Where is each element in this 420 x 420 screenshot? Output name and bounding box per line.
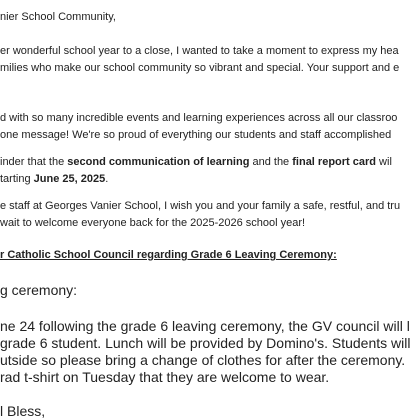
paragraph-report-line-1: [0, 156, 392, 169]
paragraph-wishes-line-1: e staff at Georges Vanier School, I wish you and your family a safe, restful, and tru: [0, 200, 401, 212]
report-date: June 25, 2025: [33, 173, 106, 185]
report-date-post: .: [105, 173, 109, 185]
report-text-pre: inder that the: [0, 156, 68, 168]
paragraph-report-line-2: [0, 173, 108, 186]
report-text-mid: and the: [249, 156, 293, 168]
letter-closing: l Bless,: [0, 403, 46, 419]
paragraph-ceremony-line-2: grade 6 student. Lunch will be provided by Domino's. Students will: [0, 335, 411, 351]
letter-greeting: nier School Community,: [0, 11, 116, 23]
ceremony-subheading: g ceremony:: [0, 282, 78, 298]
paragraph-events-line-2: one message! We're so proud of everything our students and staff accomplished: [0, 129, 392, 141]
report-text-communication: second communication of learning: [67, 156, 250, 168]
paragraph-events-line-1: d with so many incredible events and learning experiences across all our classroo: [0, 112, 398, 124]
report-text-post: wil: [376, 156, 392, 168]
paragraph-ceremony-line-4: rad t-shirt on Tuesday that they are welcome to wear.: [0, 369, 330, 385]
paragraph-ceremony-line-1: ne 24 following the grade 6 leaving ceremony, the GV council will l: [0, 318, 410, 334]
paragraph-intro-line-2: milies who make our school community so vibrant and special. Your support and e: [0, 62, 400, 74]
paragraph-wishes-line-2: wait to welcome everyone back for the 2025-2026 school year!: [0, 217, 306, 229]
council-heading: r Catholic School Council regarding Grade 6 Leaving Ceremony:: [0, 249, 337, 261]
paragraph-ceremony-line-3: utside so please bring a change of clothes for after the ceremony.: [0, 352, 406, 368]
report-date-pre: tarting: [0, 173, 34, 185]
paragraph-intro-line-1: er wonderful school year to a close, I wanted to take a moment to express my hea: [0, 45, 399, 57]
report-text-final-card: final report card: [292, 156, 376, 168]
